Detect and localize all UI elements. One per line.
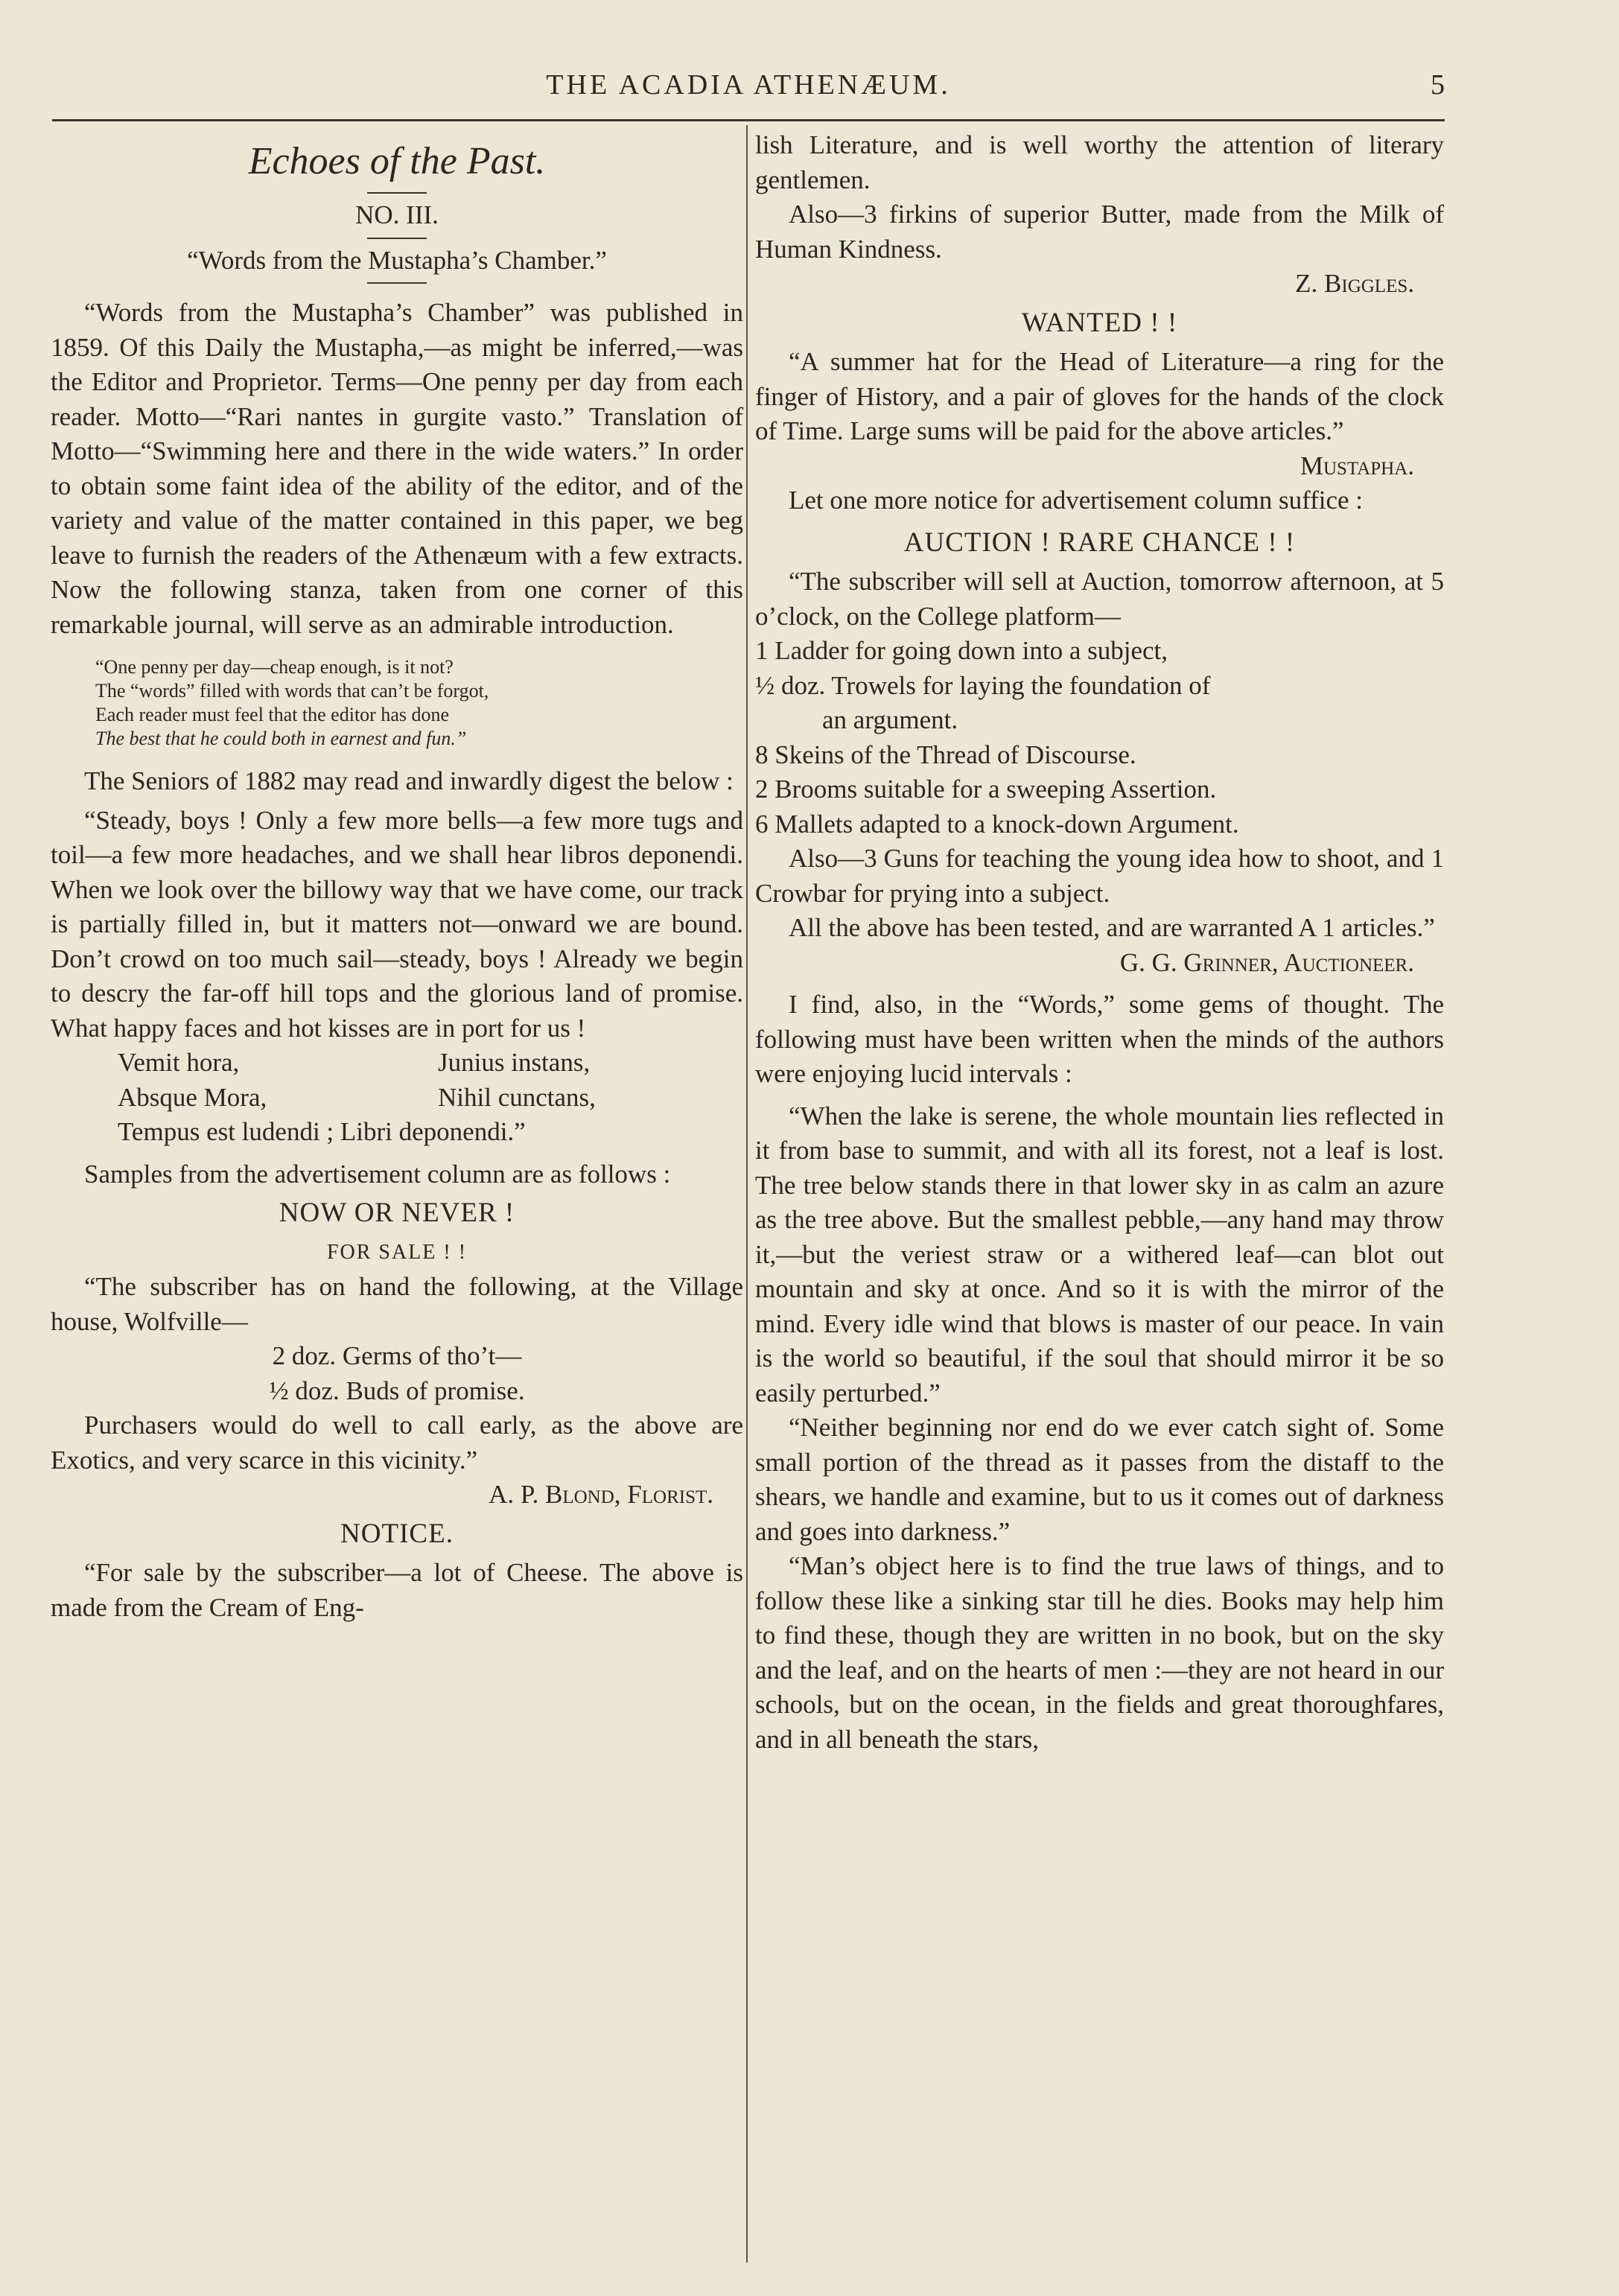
paragraph: lish Literature, and is well worthy the attention of literary gentlemen.: [755, 130, 1444, 194]
signature: A. P. Blond, Florist.: [489, 1480, 713, 1509]
list-item: 8 Skeins of the Thread of Discourse.: [755, 740, 1136, 769]
paragraph: Samples from the advertisement column are as follows :: [84, 1159, 671, 1189]
right-column: [755, 128, 1444, 1757]
stanza-line: The best that he could both in earnest and fun.”: [95, 728, 467, 749]
ad-item: ½ doz. Buds of promise.: [269, 1376, 525, 1405]
section-title: Echoes of the Past.: [248, 140, 546, 182]
signature: Mustapha.: [1300, 451, 1414, 480]
verse-line: Vemit hora,: [118, 1048, 240, 1077]
paragraph: I find, also, in the “Words,” some gems of thought. The following must have been written when the minds of the authors were enjoying lucid intervals :: [755, 990, 1444, 1088]
paragraph: “Man’s object here is to find the true laws of things, and to follow these like a sinking star till he dies. Books may help him to find these, though they are written in no book, but on the sky and the leaf, and on the hearts of men :—they are not heard in our schools, but on the ocean, in the fields and great thoroughfares, and in all beneath the stars,: [755, 1551, 1444, 1754]
page-header: [52, 69, 1445, 121]
paragraph: The Seniors of 1882 may read and inwardly digest the below :: [84, 766, 734, 795]
list-item: 1 Ladder for going down into a subject,: [755, 636, 1168, 665]
left-column: [51, 128, 743, 1625]
signature: Z. Biggles.: [1295, 269, 1414, 298]
paragraph: “Neither beginning nor end do we ever catch sight of. Some small portion of the thread as it passes from the distaff to the shears, we handle and examine, but to us it comes out of darkness and goes into darkness.”: [755, 1413, 1444, 1546]
paragraph: “For sale by the subscriber—a lot of Cheese. The above is made from the Cream of Eng-: [51, 1558, 743, 1622]
list-item: an argument.: [822, 705, 958, 734]
list-item: 6 Mallets adapted to a knock-down Argument.: [755, 809, 1239, 839]
paragraph: All the above has been tested, and are warranted A 1 articles.”: [789, 913, 1435, 942]
journal-title: THE ACADIA ATHENÆUM.: [546, 69, 951, 101]
stanza-line: Each reader must feel that the editor has done: [95, 704, 450, 725]
stanza-line: The “words” filled with words that can’t be forgot,: [95, 680, 489, 702]
paragraph: “The subscriber has on hand the following, at the Village house, Wolfville—: [51, 1272, 743, 1336]
number-rule: [367, 238, 427, 239]
stanza-line: “One penny per day—cheap enough, is it not?: [95, 656, 454, 678]
stanza: [95, 655, 743, 751]
wanted-heading: WANTED ! !: [1021, 307, 1178, 338]
verse-line: Junius instans,: [438, 1048, 591, 1077]
page-number: 5: [1431, 69, 1445, 101]
header-rule: [52, 119, 1445, 121]
paragraph: Also—3 Guns for teaching the young idea how to shoot, and 1 Crowbar for prying into a subject.: [755, 844, 1444, 908]
verse-line: Nihil cunctans,: [438, 1082, 596, 1112]
verse-line: Absque Mora,: [118, 1082, 267, 1112]
auction-heading: AUCTION ! RARE CHANCE ! !: [903, 527, 1296, 558]
notice-heading: NOTICE.: [340, 1518, 454, 1549]
paragraph: “A summer hat for the Head of Literature—a ring for the finger of History, and a pair of gloves for the hands of the clock of Time. Large sums will be paid for the above articles.”: [755, 347, 1444, 445]
latin-verse: [118, 1046, 743, 1150]
subtitle-rule: [367, 282, 427, 284]
paragraph: Purchasers would do well to call early, as the above are Exotics, and very scarce in this vicinity.”: [51, 1411, 743, 1475]
paragraph: Also—3 firkins of superior Butter, made from the Milk of Human Kindness.: [755, 200, 1444, 264]
list-item: 2 Brooms suitable for a sweeping Assertion.: [755, 775, 1217, 804]
column-divider: [746, 125, 748, 2262]
verse-line: Tempus est ludendi ; Libri deponendi.”: [118, 1117, 526, 1146]
ad-item: 2 doz. Germs of tho’t—: [272, 1341, 522, 1370]
paragraph: “Steady, boys ! Only a few more bells—a few more tugs and toil—a few more headaches, and we shall hear libros deponendi. When we look over the billowy way that we have come, our track is partially filled in, but it matters not—onward we are bound. Don’t crowd on too much sail—steady, boys ! Already we begin to descry the far-off hill tops and the glorious land of promise. What happy faces and hot kisses are in port for us !: [51, 805, 743, 1043]
ad-subheading: FOR SALE ! !: [326, 1240, 468, 1264]
paragraph: “When the lake is serene, the whole mountain lies reflected in it from base to summit, and with all its forest, not a leaf is lost. The tree below stands there in that lower sky in as calm an azure as the tree above. But the smallest pebble,—any hand may throw it,—but the veriest straw or a withered leaf—can blot out mountain and sky at once. And so it is with the mirror of the mind. Every idle wind that blows is master of our peace. In vain is the world so beautiful, if the soul that should mirror it be so easily perturbed.”: [755, 1101, 1444, 1408]
article-number: NO. III.: [355, 200, 439, 229]
auction-list: [755, 634, 1444, 842]
list-item: ½ doz. Trowels for laying the foundation of: [755, 670, 1211, 700]
paragraph: “Words from the Mustapha’s Chamber” was published in 1859. Of this Daily the Mustapha,—as might be inferred,—was the Editor and Proprietor. Terms—One penny per day from each reader. Motto—“Rari nantes in gurgite vasto.” Translation of Motto—“Swimming here and there in the wide waters.” In order to obtain some faint idea of the ability of the editor, and of the variety and value of the matter contained in this paper, we beg leave to furnish the readers of the Athenæum with a few extracts. Now the following stanza, taken from one corner of this remarkable journal, will serve as an admirable introduction.: [51, 298, 743, 639]
article-subtitle: “Words from the Mustapha’s Chamber.”: [187, 245, 607, 275]
signature: G. G. Grinner, Auctioneer.: [1119, 947, 1414, 977]
paragraph: Let one more notice for advertisement column suffice :: [789, 486, 1364, 515]
ad-heading: NOW OR NEVER !: [279, 1198, 515, 1228]
title-rule: [367, 192, 427, 194]
paragraph: “The subscriber will sell at Auction, tomorrow afternoon, at 5 o’clock, on the College platform—: [755, 567, 1444, 631]
